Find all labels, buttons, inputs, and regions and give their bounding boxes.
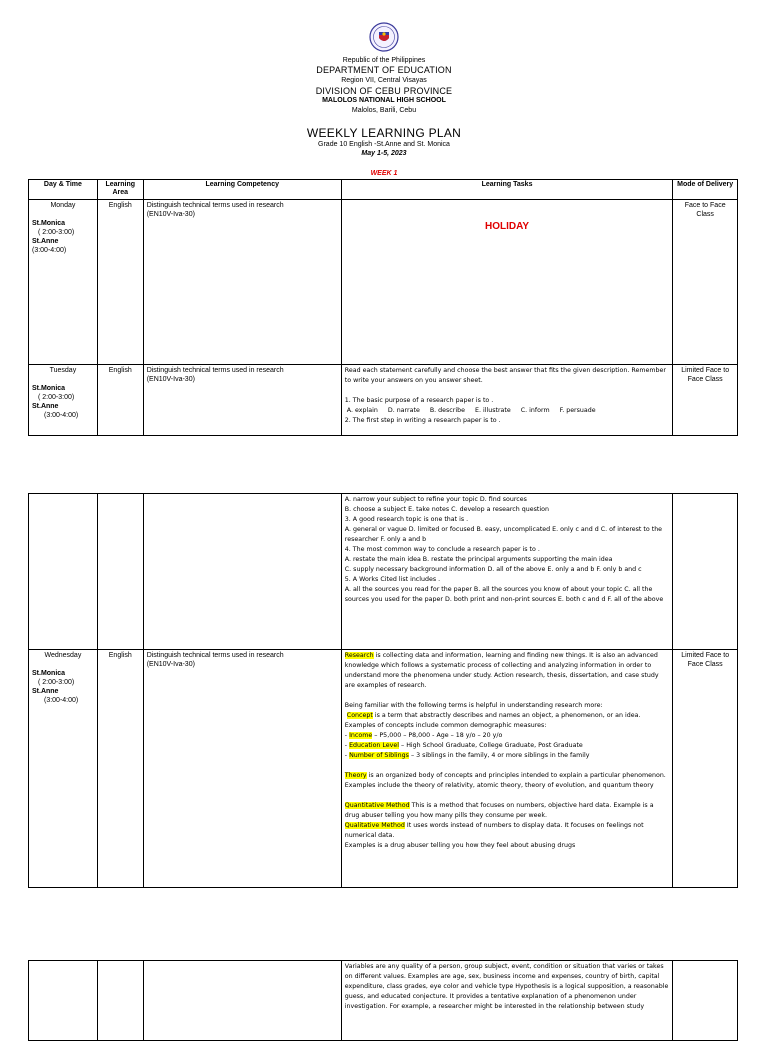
competency-cell	[143, 494, 341, 650]
competency-code: (EN10V-Iva-30)	[146, 211, 195, 218]
quantitative-definition	[345, 801, 670, 821]
definition-text: is an organized body of concepts and principles intended to explain a particular phenomenon. Examples include the theory of relativity, atomic theory, theory of evolution, and quantum theory	[344, 772, 666, 789]
day-cell	[29, 365, 98, 436]
competency-cell	[143, 365, 341, 436]
section-time: ( 2:00-3:00)	[38, 229, 75, 236]
department-line: DEPARTMENT OF EDUCATION	[316, 65, 452, 75]
day-name: Tuesday	[49, 367, 77, 374]
table-row-continuation	[29, 961, 738, 1041]
mode-cell: Limited Face to Face Class	[673, 650, 738, 888]
task-line: 3. A good research topic is one that is .	[344, 516, 469, 523]
area-cell	[97, 494, 143, 650]
competency-cell	[143, 650, 341, 888]
area-cell: English	[97, 200, 143, 365]
qualitative-definition	[345, 821, 670, 841]
concept-definition	[345, 711, 670, 731]
income-example: - Income – P5,000 – P8,000 - Age – 18 y/o – 20 y/o	[344, 732, 503, 739]
highlighted-term: Research	[344, 652, 374, 659]
section-name: St.Anne	[32, 238, 59, 245]
option: E. illustrate	[474, 407, 511, 414]
research-definition	[345, 651, 670, 691]
mode-cell	[673, 961, 738, 1041]
section-time: (3:00-4:00)	[44, 697, 79, 704]
section-name: St.Anne	[32, 403, 59, 410]
day-cell	[29, 200, 98, 365]
highlighted-term: Concept	[346, 712, 373, 719]
section-time: (3:00-4:00)	[32, 247, 67, 254]
col-header-mode: Mode of Delivery	[673, 180, 738, 200]
competency-code: (EN10V-Iva-30)	[146, 661, 195, 668]
week-label: WEEK 1	[370, 170, 398, 177]
area-cell	[97, 961, 143, 1041]
question-2: 2. The first step in writing a research paper is to .	[344, 417, 501, 424]
task-line: 5. A Works Cited list includes .	[344, 576, 441, 583]
section-name: St.Monica	[32, 220, 66, 227]
option: C. inform	[520, 407, 550, 414]
table-row-continuation	[29, 494, 738, 650]
definition-text: – 3 siblings in the family, 4 or more siblings in the family	[408, 752, 590, 759]
mode-cell	[673, 494, 738, 650]
option: B. describe	[429, 407, 465, 414]
task-line: A. narrow your subject to refine your topic D. find sources	[344, 496, 527, 503]
day-name: Monday	[50, 202, 76, 209]
section-time: ( 2:00-3:00)	[38, 679, 75, 686]
variables-text: Variables are any quality of a person, group subject, event, condition or situation that varies or takes on different values. Examples are age, sex, business income and expenses, country of birth, capital expenditure, class grades, eye color and vehicle type Hypothesis is a logical supposition, a reasonable guess, and educated conjecture. It provides a tentative explanation of a phenomenon under investigation. For example, a researcher might be interested in the relationship between study	[344, 963, 669, 1010]
mode-cell: Face to Face Class	[673, 200, 738, 365]
competency-code: (EN10V-Iva-30)	[146, 376, 195, 383]
instructions-text: Read each statement carefully and choose the best answer that fits the given description. Remember to write your answers on you answer sheet.	[344, 367, 666, 384]
division-line: DIVISION OF CEBU PROVINCE	[315, 86, 453, 96]
grade-section-line: Grade 10 English -St.Anne and St. Monica	[318, 141, 450, 148]
day-cell	[29, 494, 98, 650]
section-time: ( 2:00-3:00)	[38, 394, 75, 401]
option: A. explain	[346, 407, 378, 414]
highlighted-term: Quantitative Method	[344, 802, 410, 809]
section-name: St.Monica	[32, 670, 66, 677]
definition-text: is a term that abstractly describes and names an object, a phenomenon, or an idea. Examples of concepts include common demographic measures:	[344, 712, 641, 729]
region-line: Region VII, Central Visayas	[341, 77, 427, 84]
definition-text: This is a method that focuses on numbers, objective hard data. Example is a drug abuser telling you how many pills they consume per week.	[344, 802, 654, 819]
tasks-cell	[341, 961, 673, 1041]
task-line: A. restate the main idea B. restate the principal arguments supporting the main idea	[344, 556, 613, 563]
col-header-competency: Learning Competency	[143, 180, 341, 200]
holiday-label: HOLIDAY	[485, 221, 530, 232]
table-row-wednesday	[29, 650, 738, 888]
area-cell: English	[97, 365, 143, 436]
mode-cell: Limited Face to Face Class	[673, 365, 738, 436]
task-line: A. all the sources you read for the paper B. all the sources you know of about your topic C. all the sources you used for the paper D. both print and non-print sources E. both c and d F. all of the above	[344, 586, 664, 603]
day-cell	[29, 650, 98, 888]
table-header-row	[29, 180, 738, 200]
date-range: May 1-5, 2023	[361, 150, 407, 157]
education-example: - Education Level – High School Graduate, College Graduate, Post Graduate	[344, 742, 583, 749]
competency-text: Distinguish technical terms used in research	[146, 367, 284, 374]
weekly-plan-table-page2	[28, 493, 738, 888]
tasks-cell	[341, 650, 673, 888]
task-line: C. supply necessary background information D. all of the above E. only a and b F. only b and c	[344, 566, 642, 573]
tasks-cell	[341, 494, 673, 650]
table-row-tuesday	[29, 365, 738, 436]
task-line: A. general or vague D. limited or focused B. easy, uncomplicated E. only c and d C. of interest to the researcher F. only a and b	[344, 526, 663, 543]
section-name: St.Monica	[32, 385, 66, 392]
section-name: St.Anne	[32, 688, 59, 695]
task-line: 4. The most common way to conclude a research paper is to .	[344, 546, 540, 553]
competency-cell	[143, 961, 341, 1041]
option: D. narrate	[387, 407, 420, 414]
question-1-options	[345, 406, 670, 416]
familiar-intro: Being familiar with the following terms is helpful in understanding research more:	[344, 702, 603, 709]
question-1: 1. The basic purpose of a research paper is to .	[344, 397, 494, 404]
weekly-plan-table-page1	[28, 179, 738, 436]
highlighted-term: Number of Siblings	[349, 752, 409, 759]
document-title: WEEKLY LEARNING PLAN	[306, 126, 462, 140]
day-cell	[29, 961, 98, 1041]
definition-text: – High School Graduate, College Graduate, Post Graduate	[399, 742, 583, 749]
tasks-cell	[341, 365, 673, 436]
school-name: MALOLOS NATIONAL HIGH SCHOOL	[322, 97, 446, 104]
col-header-tasks: Learning Tasks	[341, 180, 673, 200]
competency-text: Distinguish technical terms used in research	[146, 652, 284, 659]
weekly-plan-table-page3	[28, 960, 738, 1041]
deped-seal-logo	[369, 22, 399, 52]
highlighted-term: Education Level	[349, 742, 400, 749]
definition-text: It uses words instead of numbers to display data. It focuses on feelings not numerical data.	[344, 822, 644, 839]
table-row-monday	[29, 200, 738, 365]
tasks-cell	[341, 200, 673, 365]
definition-text: is collecting data and information, learning and finding new things. It is also an advanced knowledge which follows a systematic process of collecting and analyzing information in order to understand more the phenomena under study. Action research, thesis, dissertation, and case study are examples of research.	[344, 652, 659, 689]
theory-definition	[345, 771, 670, 791]
competency-cell	[143, 200, 341, 365]
day-name: Wednesday	[44, 652, 82, 659]
highlighted-term: Income	[349, 732, 373, 739]
republic-line: Republic of the Philippines	[342, 57, 426, 64]
school-location: Malolos, Barili, Cebu	[351, 107, 417, 114]
qualitative-example: Examples is a drug abuser telling you how they feel about abusing drugs	[344, 842, 576, 849]
definition-text: – P5,000 – P8,000 - Age – 18 y/o – 20 y/o	[372, 732, 503, 739]
siblings-example: - Number of Siblings – 3 siblings in the family, 4 or more siblings in the family	[344, 752, 590, 759]
highlighted-term: Theory	[344, 772, 367, 779]
section-time: (3:00-4:00)	[44, 412, 79, 419]
col-header-area: Learning Area	[97, 180, 143, 200]
highlighted-term: Qualitative Method	[344, 822, 405, 829]
col-header-day: Day & Time	[29, 180, 98, 200]
task-line: B. choose a subject E. take notes C. develop a research question	[344, 506, 549, 513]
area-cell: English	[97, 650, 143, 888]
competency-text: Distinguish technical terms used in research	[146, 202, 284, 209]
option: F. persuade	[559, 407, 596, 414]
